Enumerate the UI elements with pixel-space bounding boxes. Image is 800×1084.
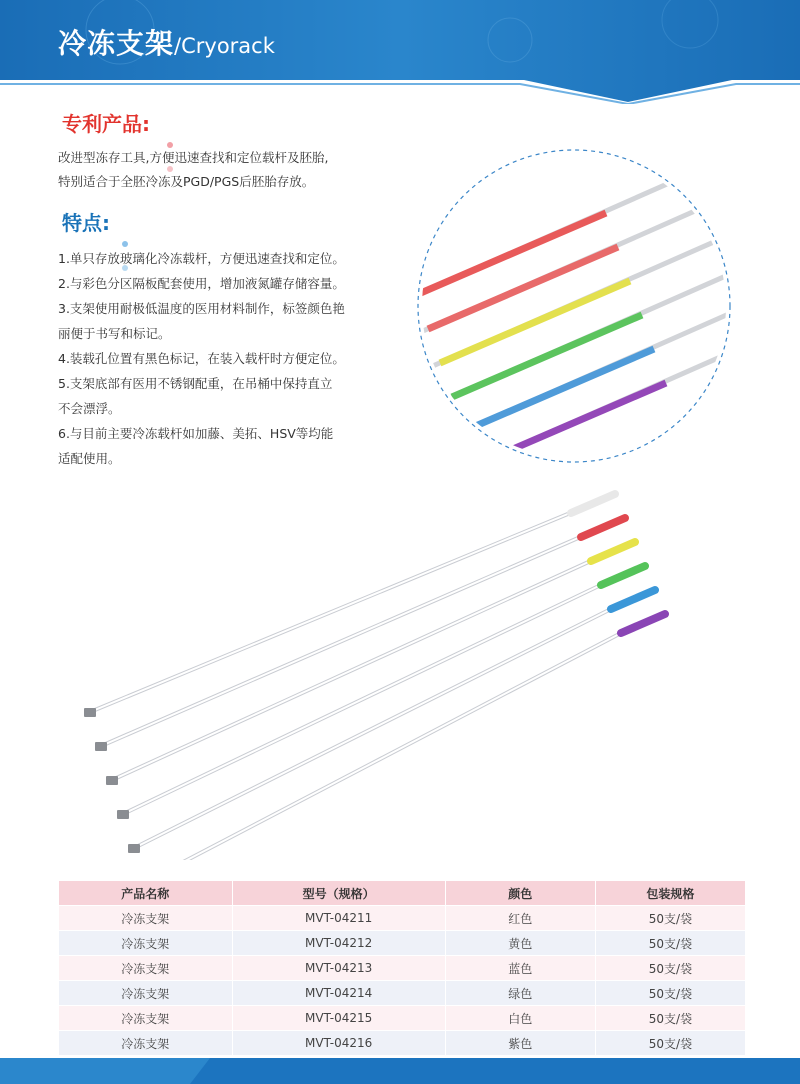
table-row <box>59 956 746 981</box>
feature-item: 6.与目前主要冷冻载杆如加藤、美拓、HSV等均能 <box>58 426 334 441</box>
rod-weight <box>84 708 96 717</box>
footer-banner <box>0 1058 800 1084</box>
rod-weight <box>95 742 107 751</box>
col-header-color: 颜色 <box>445 881 595 906</box>
features-heading <box>62 207 110 236</box>
patent-description <box>58 146 378 194</box>
cell-name: 冷冻支架 <box>59 1031 233 1056</box>
cell-name: 冷冻支架 <box>59 931 233 956</box>
cell-color: 绿色 <box>445 981 595 1006</box>
rod-shaft-highlight <box>134 607 615 848</box>
col-header-name: 产品名称 <box>59 881 233 906</box>
rod-color-label <box>621 614 665 633</box>
features-heading-text: 特点: <box>62 211 110 235</box>
rod-shaft <box>145 631 625 860</box>
cell-model: MVT-04215 <box>232 1006 445 1031</box>
cryorack-rod <box>139 614 665 860</box>
cell-model: MVT-04212 <box>232 931 445 956</box>
cryorack-rod <box>128 590 655 853</box>
table-row <box>59 981 746 1006</box>
patent-heading-text: 专利产品: <box>62 112 150 136</box>
feature-item: 丽便于书写和标记。 <box>58 326 171 341</box>
feature-item: 不会漂浮。 <box>58 401 121 416</box>
patent-heading <box>62 108 150 137</box>
cryorack-rod <box>117 566 645 819</box>
feature-item: 1.单只存放玻璃化冷冻载杆，方便迅速查找和定位。 <box>58 251 345 266</box>
rod-shaft-highlight <box>101 535 585 746</box>
cryorack-rod <box>95 518 625 751</box>
cryorack-rod <box>84 494 615 717</box>
cell-model: MVT-04214 <box>232 981 445 1006</box>
features-list <box>58 246 368 471</box>
cell-model: MVT-04216 <box>232 1031 445 1056</box>
cell-name: 冷冻支架 <box>59 906 233 931</box>
heading-dots <box>167 129 177 135</box>
feature-item: 2.与彩色分区隔板配套使用，增加液氮罐存储容量。 <box>58 276 345 291</box>
feature-item: 5.支架底部有医用不锈钢配重，在吊桶中保持直立 <box>58 376 333 391</box>
feature-item: 3.支架使用耐极低温度的医用材料制作，标签颜色艳 <box>58 301 345 316</box>
patent-line: 特别适合于全胚冷冻及PGD/PGS后胚胎存放。 <box>58 174 315 189</box>
header-banner <box>0 0 800 104</box>
cell-color: 蓝色 <box>445 956 595 981</box>
rod-shaft-highlight <box>123 583 605 814</box>
feature-item: 适配使用。 <box>58 451 121 466</box>
col-header-model: 型号（规格） <box>232 881 445 906</box>
cryorack-rod <box>106 542 635 785</box>
rod-weight <box>106 776 118 785</box>
cell-package: 50支/袋 <box>595 906 745 931</box>
cell-model: MVT-04211 <box>232 906 445 931</box>
page-title-en: /Cryorack <box>174 34 275 58</box>
spec-table <box>58 880 746 1056</box>
heading-dots <box>122 228 132 234</box>
rod-color-label <box>611 590 655 609</box>
rod-color-label <box>571 494 615 513</box>
rod-shaft-highlight <box>112 559 595 780</box>
page-title <box>58 22 275 62</box>
cell-color: 红色 <box>445 906 595 931</box>
col-header-package: 包装规格 <box>595 881 745 906</box>
feature-item: 4.装载孔位置有黑色标记，在装入载杆时方便定位。 <box>58 351 345 366</box>
table-row <box>59 1006 746 1031</box>
zoom-detail-image <box>416 148 732 464</box>
table-row <box>59 1031 746 1056</box>
table-header-row <box>59 881 746 906</box>
cell-name: 冷冻支架 <box>59 956 233 981</box>
rod-color-label <box>591 542 635 561</box>
rod-color-label <box>601 566 645 585</box>
cell-name: 冷冻支架 <box>59 1006 233 1031</box>
table-row <box>59 906 746 931</box>
rod-color-label <box>581 518 625 537</box>
patent-line: 改进型冻存工具,方便迅速查找和定位载杆及胚胎, <box>58 150 329 165</box>
table-row <box>59 931 746 956</box>
rod-shaft-highlight <box>90 511 575 712</box>
cell-package: 50支/袋 <box>595 1031 745 1056</box>
rod-weight <box>117 810 129 819</box>
cell-package: 50支/袋 <box>595 981 745 1006</box>
cell-package: 50支/袋 <box>595 931 745 956</box>
page-title-cn: 冷冻支架 <box>58 27 175 60</box>
cell-color: 紫色 <box>445 1031 595 1056</box>
cell-color: 黄色 <box>445 931 595 956</box>
product-image <box>60 460 740 860</box>
cell-model: MVT-04213 <box>232 956 445 981</box>
rod-shaft-highlight <box>145 631 625 860</box>
cell-package: 50支/袋 <box>595 1006 745 1031</box>
rod-weight <box>128 844 140 853</box>
cell-package: 50支/袋 <box>595 956 745 981</box>
cell-name: 冷冻支架 <box>59 981 233 1006</box>
cell-color: 白色 <box>445 1006 595 1031</box>
